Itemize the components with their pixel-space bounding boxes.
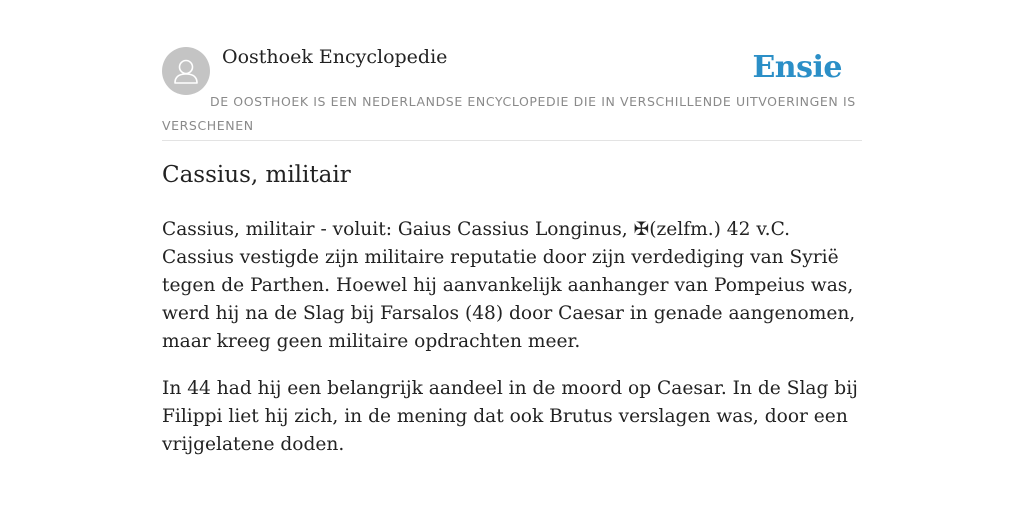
article-paragraph: In 44 had hij een belangrijk aandeel in de moord op Caesar. In de Slag bij Filippi liet hij zich, in de mening dat ook Brutus verslagen was, door een vrijgelatene doden. [162, 378, 858, 455]
site-tagline: DE OOSTHOEK IS EEN NEDERLANDSE ENCYCLOPEDIE DIE IN VERSCHILLENDE UITVOERINGEN IS VERSCHENEN [162, 94, 856, 133]
ensie-logo-link[interactable]: Ensie [752, 50, 842, 85]
site-name-link[interactable]: Oosthoek Encyclopedie [222, 46, 448, 68]
article-title: Cassius, militair [162, 162, 351, 188]
article-body [162, 216, 867, 478]
site-header [162, 44, 862, 141]
avatar-person-icon [162, 47, 210, 95]
user-avatar-icon[interactable] [162, 47, 210, 95]
article-paragraph: Cassius, militair - voluit: Gaius Cassius Longinus, ✠(zelfm.) 42 v.C. Cassius vestigde zijn militaire reputatie door zijn verdediging van Syrië tegen de Parthen. Hoewel hij aanvankelijk aanhanger van Pompeius was, werd hij na de Slag bij Farsalos (48) door Caesar in genade aangenomen, maar kreeg geen militaire opdrachten meer. [162, 219, 856, 352]
